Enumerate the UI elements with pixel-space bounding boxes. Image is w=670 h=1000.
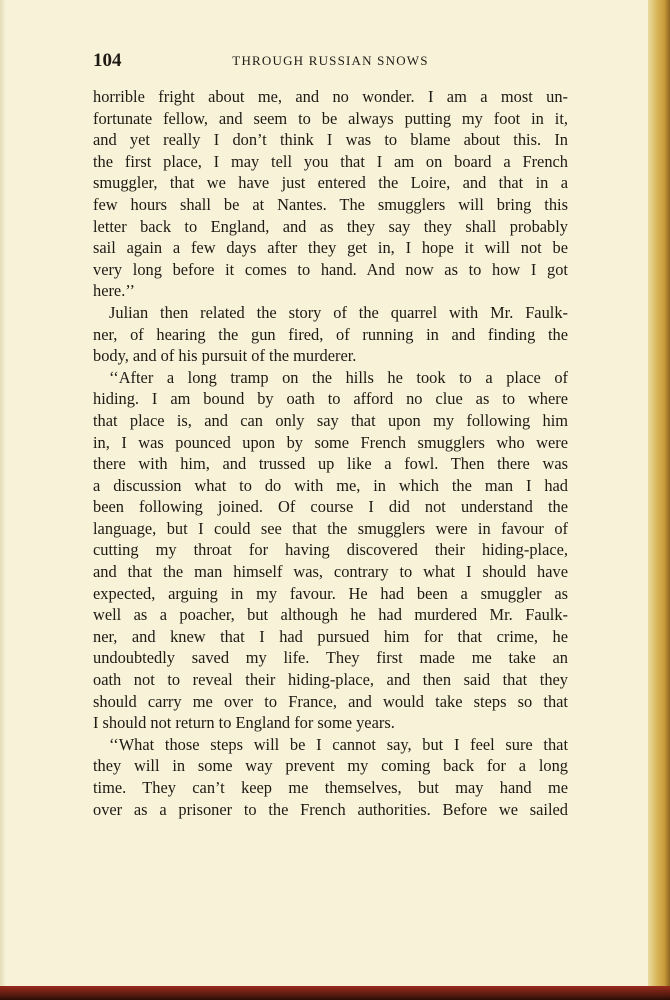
- text-line: letter back to England, and as they say they shall probably: [93, 216, 568, 236]
- text-line: cutting my throat for having discovered their hiding-place,: [93, 540, 568, 560]
- text-line: ner, of hearing the gun fired, of running in and finding the: [93, 324, 568, 344]
- text-line: been following joined. Of course I did not understand the: [93, 497, 568, 517]
- text-line: hiding. I am bound by oath to afford no clue as to where: [93, 389, 568, 409]
- text-line: ‘‘After a long tramp on the hills he took to a place of: [109, 367, 568, 387]
- text-line: and that the man himself was, contrary to what I should have: [93, 562, 568, 582]
- text-line: few hours shall be at Nantes. The smugglers will bring this: [93, 194, 568, 214]
- text-line: body, and of his pursuit of the murderer.: [93, 346, 357, 366]
- text-line: and yet really I don’t think I was to blame about this. In: [93, 130, 568, 150]
- page-number: 104: [93, 50, 122, 71]
- body-text: [93, 86, 568, 820]
- text-line: undoubtedly saved my life. They first made me take an: [93, 648, 568, 668]
- text-line: smuggler, that we have just entered the Loire, and that in a: [93, 173, 568, 193]
- text-line: they will in some way prevent my coming back for a long: [93, 756, 568, 776]
- running-title: THROUGH RUSSIAN SNOWS: [232, 53, 429, 68]
- text-line: ‘‘What those steps will be I cannot say, but I feel sure that: [109, 734, 568, 754]
- book-cover-edge: [0, 986, 670, 1000]
- page-edge-right: [648, 0, 670, 1000]
- text-line: horrible fright about me, and no wonder. I am a most un-: [93, 87, 568, 106]
- text-line: very long before it comes to hand. And now as to how I got: [93, 259, 568, 279]
- text-line: in, I was pounced upon by some French smugglers who were: [93, 432, 568, 452]
- text-line: over as a prisoner to the French authorities. Before we sailed: [93, 799, 568, 819]
- text-line: should carry me over to France, and would take steps so that: [93, 691, 568, 711]
- text-line: time. They can’t keep me themselves, but may hand me: [93, 778, 568, 797]
- text-line: a discussion what to do with me, in which the man I had: [93, 475, 568, 495]
- text-line: oath not to reveal their hiding-place, and then said that they: [93, 670, 568, 690]
- text-line: ner, and knew that I had pursued him for that crime, he: [93, 626, 568, 646]
- text-line: Julian then related the story of the quarrel with Mr. Faulk-: [109, 302, 568, 322]
- text-line: there with him, and trussed up like a fowl. Then there was: [93, 454, 568, 474]
- text-line: fortunate fellow, and seem to be always putting my foot in it,: [93, 108, 568, 128]
- text-line: the first place, I may tell you that I am on board a French: [93, 151, 568, 171]
- text-line: I should not return to England for some years.: [93, 713, 395, 733]
- page-gutter-shadow: [0, 0, 6, 988]
- text-line: that place is, and can only say that upon my following him: [93, 410, 568, 430]
- text-line: well as a poacher, but although he had murdered Mr. Faulk-: [93, 605, 568, 625]
- page-header: [93, 50, 568, 74]
- text-line: expected, arguing in my favour. He had been a smuggler as: [93, 583, 568, 603]
- text-line: sail again a few days after they get in, I hope it will not be: [93, 238, 568, 258]
- text-line: language, but I could see that the smugglers were in favour of: [93, 518, 568, 538]
- text-line: here.’’: [93, 281, 136, 301]
